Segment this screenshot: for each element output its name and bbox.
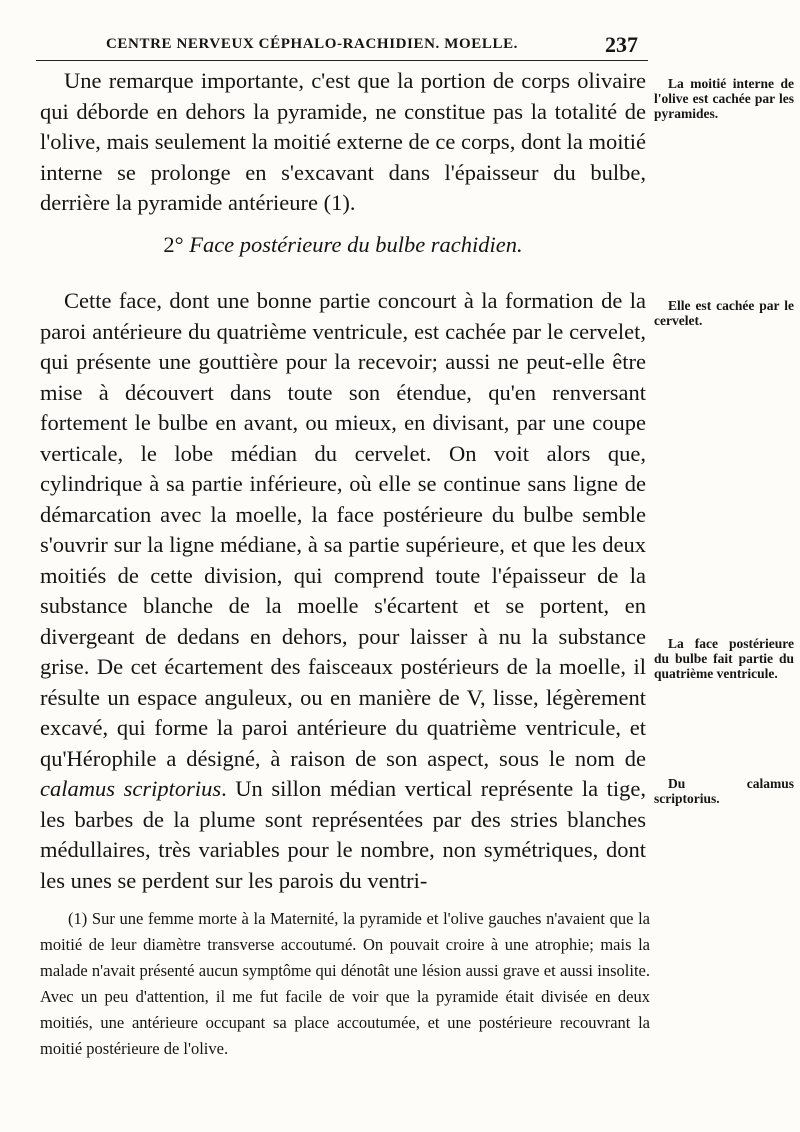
margin-note-cervelet: Elle est cachée par le cervelet. bbox=[654, 298, 794, 328]
running-title: CENTRE NERVEUX CÉPHALO-RACHIDIEN. MOELLE. bbox=[106, 36, 519, 52]
calamus-term: calamus scriptorius bbox=[40, 776, 222, 801]
paragraph-olive bbox=[40, 66, 646, 219]
section-heading bbox=[40, 232, 646, 258]
paragraph-posterior-face bbox=[40, 286, 646, 896]
running-header bbox=[36, 32, 648, 61]
footnote-text: (1) Sur une femme morte à la Maternité, la pyramide et l'olive gauches n'avaient que la moitié de leur diamètre transverse accoutumé. On pouvait croire à une atrophie; mais la malade n'avait présenté aucun symptôme qui dénotât une lésion aussi grave et aussi insolite. Avec un peu d'attention, il me fut facile de voir que la pyramide était divisée en deux moitiés, une antérieure occupant sa place accoutumée, et une postérieure recouvrant la moitié postérieure de l'olive. bbox=[40, 909, 650, 1058]
margin-note-olive: La moitié interne de l'olive est cachée par les pyramides. bbox=[654, 76, 794, 121]
margin-note-calamus: Du calamus scriptorius. bbox=[654, 776, 794, 806]
section-number: 2° bbox=[163, 232, 184, 257]
paragraph-olive-text: Une remarque importante, c'est que la portion de corps olivaire qui déborde en dehors la pyramide, ne constitue pas la totalité de l'olive, mais seulement la moitié externe de ce corps, dont la moitié interne se prolonge en s'excavant dans l'épaisseur du bulbe, derrière la pyramide antérieure (1). bbox=[40, 68, 646, 215]
footnote bbox=[40, 906, 650, 1062]
paragraph-posterior-face-text bbox=[40, 286, 646, 896]
margin-note-ventricle: La face postérieure du bulbe fait partie du quatrième ventricule. bbox=[654, 636, 794, 681]
page-number: 237 bbox=[605, 32, 638, 57]
section-title: Face postérieure du bulbe rachidien. bbox=[189, 232, 523, 257]
paragraph-text-part: Cette face, dont une bonne partie concourt à la formation de la paroi antérieure du quatrième ventricule, est cachée par le cervelet, qui présente une gouttière pour la recevoir; aussi ne peut-elle être mise à découvert dans toute son étendue, qu'en renversant fortement le bulbe en avant, ou mieux, en divisant, par une coupe verticale, le lobe médian du cervelet. On voit alors que, cylindrique à sa partie inférieure, où elle se continue sans ligne de démarcation avec la moelle, la face postérieure du bulbe semble s'ouvrir sur la ligne médiane, à sa partie supérieure, et que les deux moitiés de cette division, qui comprend toute l'épaisseur de la substance blanche de la moelle s'écartent et se portent, en divergeant de dedans en dehors, pour laisser à nu la substance grise. De cet écartement des faisceaux postérieurs de la moelle, il résulte un espace anguleux, ou en manière de V, lisse, légèrement excavé, qui forme la paroi antérieure du quatrième ventricule, et qu'Hérophile a désigné, à raison de son aspect, sous le nom de bbox=[40, 288, 646, 771]
paragraph-text-part: . Un sillon médian vertical représente la tige, les barbes de la plume sont représentées par des stries blanches médullaires, très variables pour le nombre, non symétriques, dont les unes se perdent sur les parois du ventri- bbox=[40, 776, 646, 893]
